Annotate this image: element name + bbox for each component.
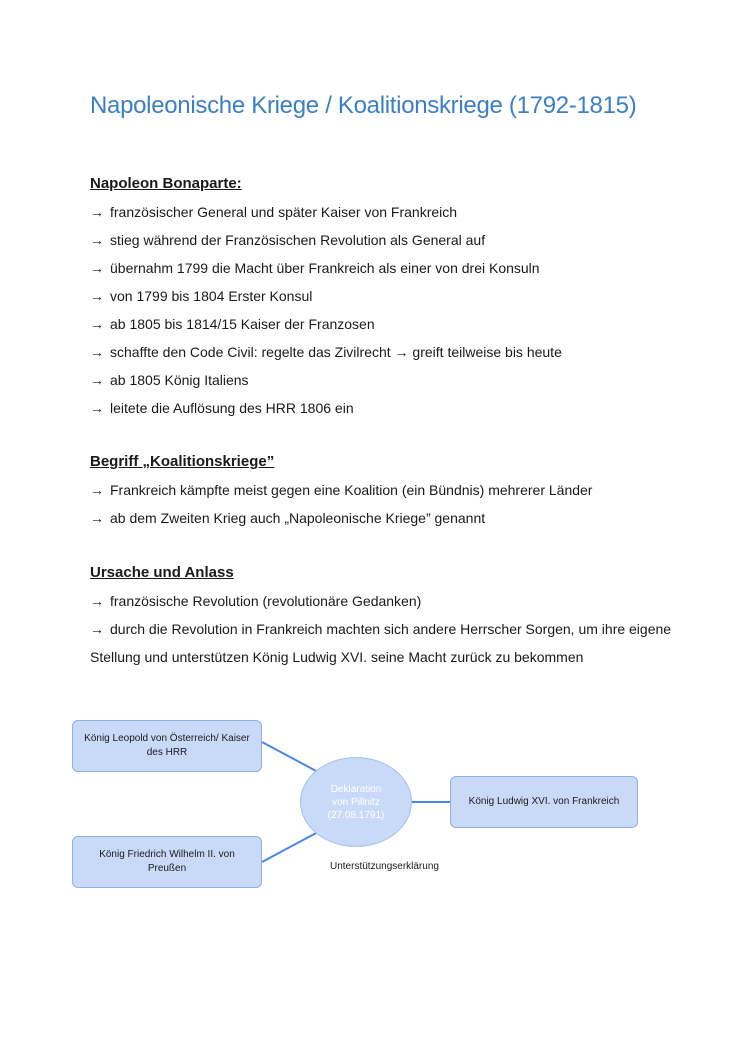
list-item (90, 254, 690, 282)
section-napoleon (90, 170, 690, 422)
list-item (90, 476, 690, 504)
list-item (90, 366, 690, 394)
list-item-text: von 1799 bis 1804 Erster Konsul (110, 288, 313, 304)
list-item (90, 198, 690, 226)
list-item (90, 394, 690, 422)
arrow-right-icon: → (90, 400, 104, 416)
arrow-right-icon: → (90, 288, 104, 304)
list-item (90, 587, 690, 615)
pillnitz-diagram (0, 700, 750, 920)
list-item-text: schaffte den Code Civil: regelte das Zivilrecht → greift teilweise bis heute (110, 344, 562, 360)
list-item-text: übernahm 1799 die Macht über Frankreich als einer von drei Konsuln (110, 260, 540, 276)
list-item (90, 282, 690, 310)
list-item-text: durch die Revolution in Frankreich machten sich andere Herrscher Sorgen, um ihre eigene (110, 621, 672, 637)
list-item (90, 310, 690, 338)
list-item-continuation: Stellung und unterstützen König Ludwig XVI. seine Macht zurück zu bekommen (90, 649, 584, 665)
section-heading-ursache: Ursache und Anlass (90, 564, 234, 581)
center-node-line: von Pillnitz (332, 796, 380, 808)
list-item-text: französischer General und später Kaiser von Frankreich (110, 204, 458, 220)
list-item-text: ab 1805 König Italiens (110, 372, 249, 388)
list-item-text: ab dem Zweiten Krieg auch „Napoleonische Kriege” genannt (110, 510, 486, 526)
list-item (90, 504, 690, 532)
center-node-line: (27.08.1791) (327, 809, 385, 821)
list-item-text: ab 1805 bis 1814/15 Kaiser der Franzosen (110, 316, 375, 332)
list-item-text: französische Revolution (revolutionäre Gedanken) (110, 593, 422, 609)
list-item-text: Frankreich kämpfte meist gegen eine Koalition (ein Bündnis) mehrerer Länder (110, 482, 593, 498)
arrow-right-icon: → (90, 372, 104, 388)
section-heading-napoleon: Napoleon Bonaparte: (90, 175, 242, 192)
arrow-right-icon: → (90, 232, 104, 248)
box-friedrich: König Friedrich Wilhelm II. von Preußen (72, 836, 262, 888)
list-item-text: leitete die Auflösung des HRR 1806 ein (110, 400, 354, 416)
center-node-line: Deklaration (330, 783, 382, 795)
section-ursache (90, 559, 690, 671)
section-begriff (90, 448, 690, 532)
arrow-right-icon: → (90, 510, 104, 526)
list-item (90, 615, 690, 643)
arrow-right-icon: → (90, 316, 104, 332)
arrow-right-icon: → (90, 260, 104, 276)
connector-friedrich (262, 832, 318, 862)
arrow-right-icon: → (90, 621, 104, 637)
arrow-right-icon: → (90, 204, 104, 220)
list-item-text: stieg während der Französischen Revolution als General auf (110, 232, 486, 248)
section-heading-begriff: Begriff „Koalitionskriege” (90, 453, 275, 470)
page-title: Napoleonische Kriege / Koalitionskriege (1792-1815) (90, 92, 637, 119)
box-ludwig: König Ludwig XVI. von Frankreich (450, 776, 638, 828)
arrow-right-icon: → (90, 482, 104, 498)
arrow-right-icon: → (90, 344, 104, 360)
connector-leopold (262, 742, 318, 772)
list-item (90, 226, 690, 254)
box-leopold: König Leopold von Österreich/ Kaiser des HRR (72, 720, 262, 772)
arrow-right-icon: → (90, 593, 104, 609)
diagram-caption: Unterstützungserklärung (330, 861, 439, 872)
list-item (90, 338, 690, 366)
center-node-pillnitz (300, 757, 412, 847)
